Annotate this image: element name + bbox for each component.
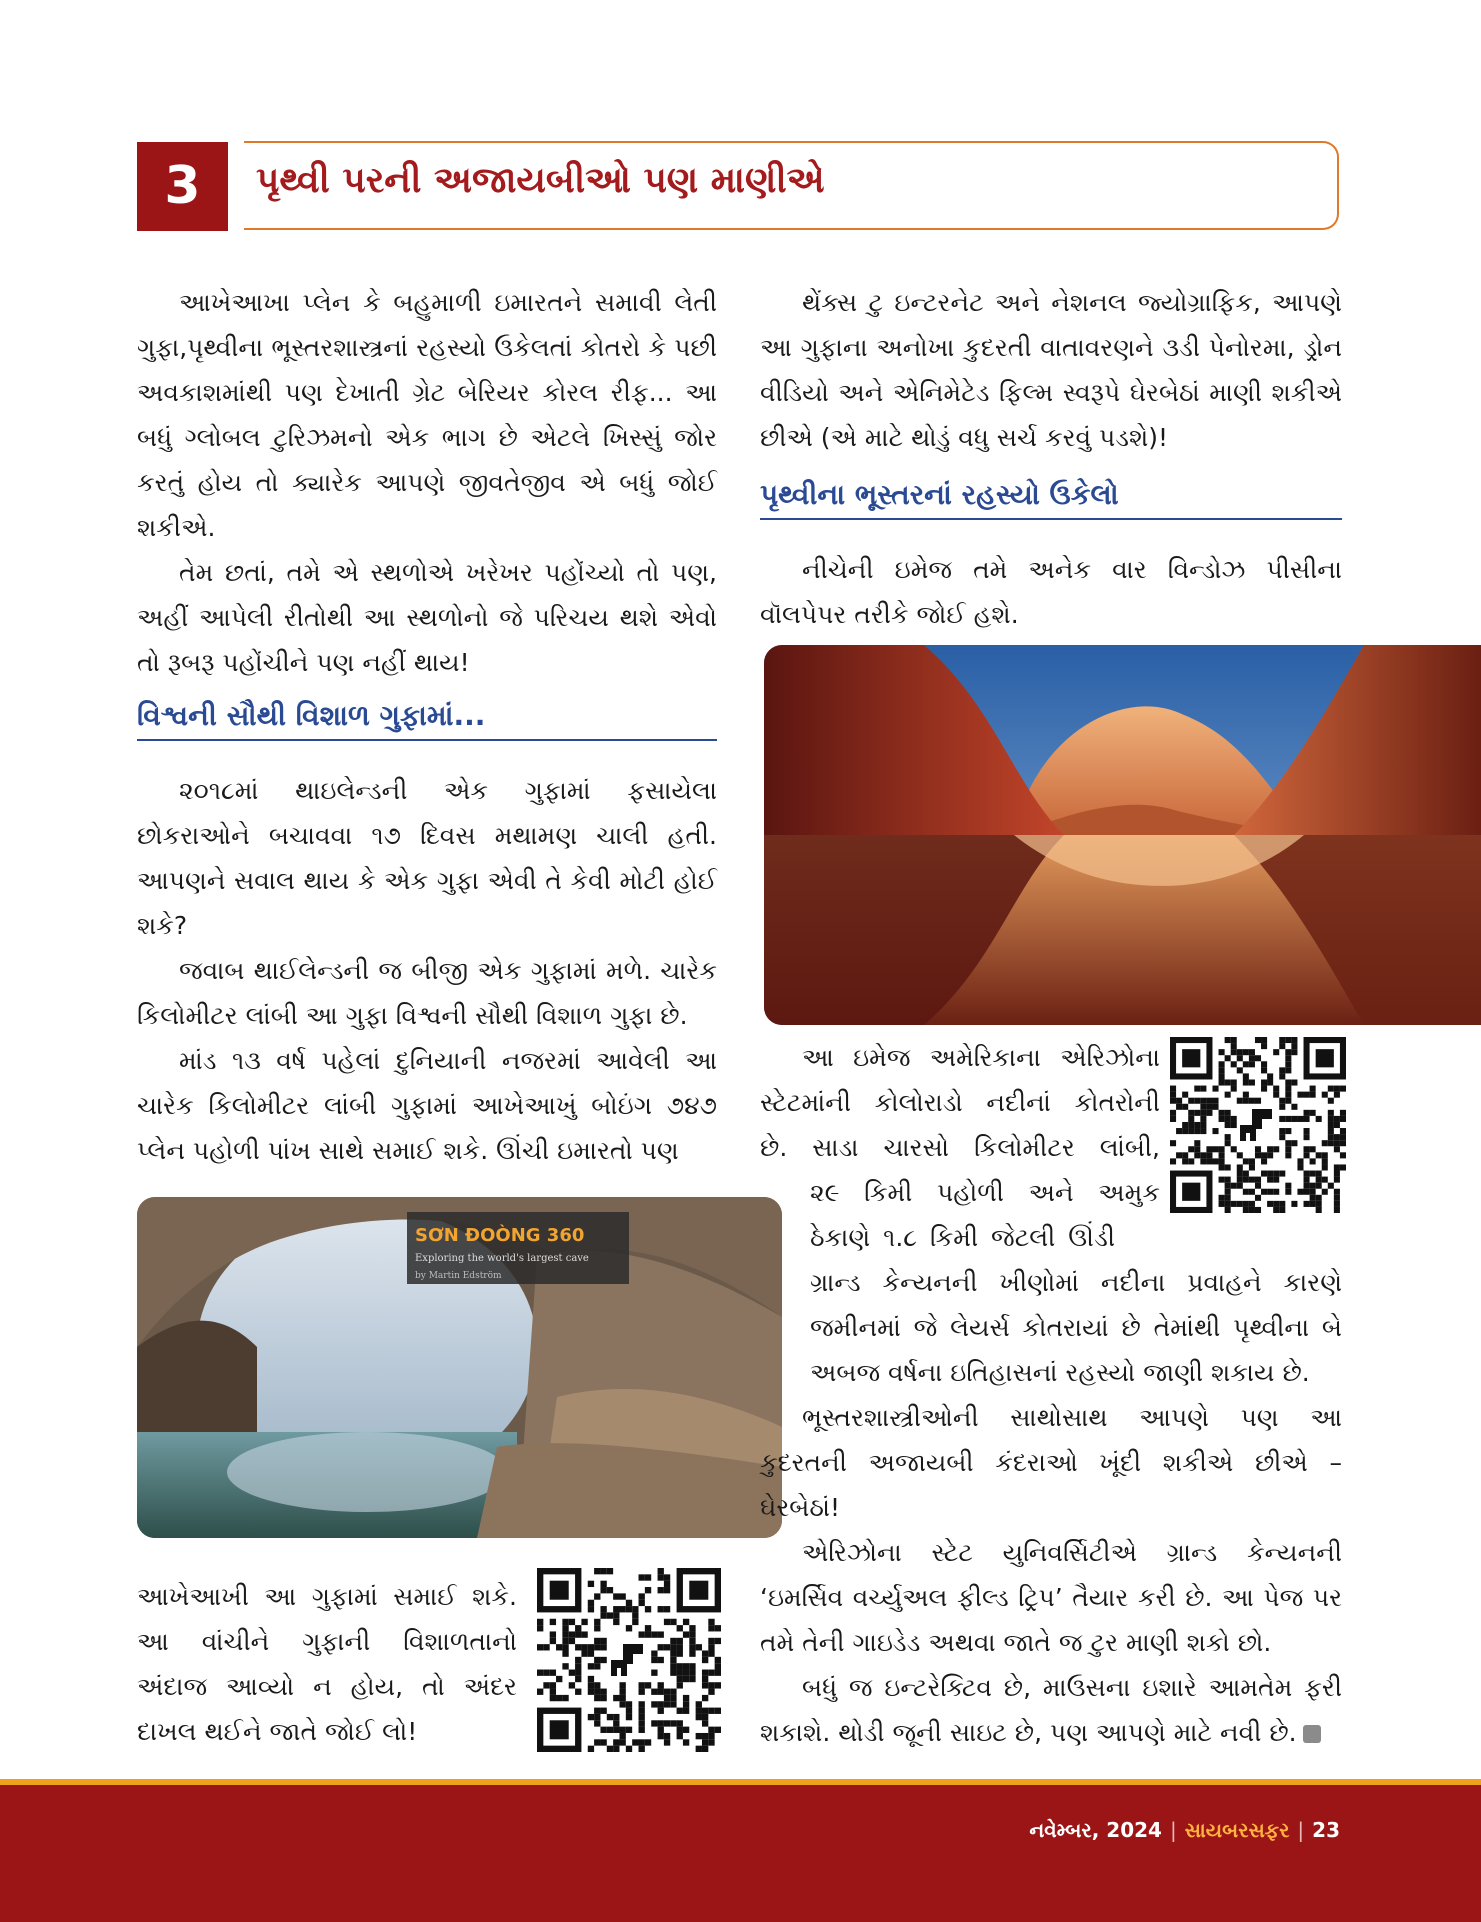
right-p2-rest [810, 1260, 1342, 1395]
cave-photo [137, 1197, 782, 1538]
canyon-caption [760, 1035, 1160, 1260]
paragraph [760, 1665, 1342, 1755]
left-intro [137, 280, 717, 685]
page-number: 23 [1312, 1818, 1340, 1842]
cave-video-author: by Martin Edström [415, 1271, 502, 1281]
canyon-photo [764, 645, 1481, 1025]
caption-line: છે. સાડા ચારસો કિલોમીટર લાંબી, [760, 1133, 1160, 1162]
caption-line: ૨૯ કિમી પહોળી અને અમુક [810, 1178, 1160, 1207]
end-mark-icon [1303, 1725, 1321, 1743]
paragraph: માંડ ૧૩ વર્ષ પહેલાં દુનિયાની નજરમાં આવેલી આ ચારેક કિલોમીટર લાંબી ગુફામાં આખેઆખું બોઇંગ ૭૪૭ પ્લેન પહોળી પાંખ સાથે સમાઈ શકે. ઊંચી ઇમારતો પણ [137, 1046, 717, 1165]
caption-line: સ્ટેટમાંની કોલોરાડો નદીનાં કોતરોની [760, 1088, 1160, 1117]
cave-video-title: SƠN ĐOÒNG 360 [415, 1225, 585, 1246]
left-closing [137, 1574, 517, 1754]
right-p1 [760, 547, 1342, 637]
cave-illustration [137, 1197, 782, 1538]
closing-text: બધું જ ઇન્ટરેક્ટિવ છે, માઉસના ઇશારે આમતેમ ફરી શકાશે. થોડી જૂની સાઇટ છે, પણ આપણે માટે નવી છે. [760, 1673, 1342, 1747]
footer-separator: | [1297, 1818, 1305, 1842]
footer-info [990, 1818, 1340, 1842]
right-intro [760, 280, 1342, 460]
paragraph: ૨૦૧૮માં થાઇલેન્ડની એક ગુફામાં ફસાયેલા છોકરાઓને બચાવવા ૧૭ દિવસ મથામણ ચાલી હતી. આપણને સવાલ થાય કે એક ગુફા એવી તે કેવી મોટી હોઈ શકે? [137, 776, 717, 940]
right-body [760, 1395, 1342, 1755]
paragraph: થેંક્સ ટુ ઇન્ટરનેટ અને નેશનલ જ્યોગ્રાફિક, આપણે આ ગુફાના અનોખા કુદરતી વાતાવરણને ૩ડી પેનોરમા, ડ્રોન વીડિયો અને એનિમેટેડ ફિલ્મ સ્વરૂપે ઘેરબેઠાં માણી શકીએ છીએ (એ માટે થોડું વધુ સર્ચ કરવું પડશે)! [760, 288, 1342, 452]
paragraph: નીચેની ઇમેજ તમે અનેક વાર વિન્ડોઝ પીસીના વૉલપેપર તરીકે જોઈ હશે. [760, 555, 1342, 629]
left-body [137, 768, 717, 1173]
paragraph: આખેઆખા પ્લેન કે બહુમાળી ઇમારતને સમાવી લેતી ગુફા,પૃથ્વીના ભૂસ્તરશાસ્ત્રનાં રહસ્યો ઉકેલતાં કોતરો કે પછી અવકાશમાંથી પણ દેખાતી ગ્રેટ બેરિયર કોરલ રીફ... આ બધું ગ્લોબલ ટુરિઝમનો એક ભાગ છે એટલે ખિસ્સું જોર કરતું હોય તો ક્યારેક આપણે જીવતેજીવ એ બધું જોઈ શકીએ. [137, 288, 717, 542]
section-title: પૃથ્વી પરની અજાયબીઓ પણ માણીએ [256, 160, 825, 201]
qr-code-icon [1170, 1037, 1346, 1213]
cave-video-subtitle: Exploring the world's largest cave [415, 1253, 589, 1264]
paragraph: ગ્રાન્ડ કેન્યનની ખીણોમાં નદીના પ્રવાહને કારણે જમીનમાં જે લેયર્સ કોતરાયાં છે તેમાંથી પૃથ્વીના બે અબજ વર્ષના ઇતિહાસનાં રહસ્યો જાણી શકાય છે. [810, 1268, 1342, 1387]
qr-code-canyon[interactable] [1170, 1037, 1346, 1213]
caption-line: આ ઇમેજ અમેરિકાના એરિઝોના [802, 1043, 1160, 1072]
canyon-illustration [764, 645, 1481, 1025]
dinosaur-icon [611, 1644, 643, 1676]
paragraph: આખેઆખી આ ગુફામાં સમાઈ શકે. આ વાંચીને ગુફાની વિશાળતાનો અંદાજ આવ્યો ન હોય, તો અંદર દાખલ થઈને જાતે જોઈ લો! [137, 1582, 517, 1746]
dinosaur-icon [1240, 1109, 1272, 1141]
footer-band [0, 1785, 1481, 1922]
section-number: 3 [137, 142, 228, 231]
caption-line: ઠેકાણે ૧.૮ કિમી જેટલી ઊંડી [810, 1223, 1115, 1252]
paragraph: એરિઝોના સ્ટેટ યુનિવર્સિટીએ ગ્રાન્ડ કેન્યનની ‘ઇમર્સિવ વર્ચ્યુઅલ ફીલ્ડ ટ્રિપ’ તૈયાર કરી છે. આ પેજ પર તમે તેની ગાઇડેડ અથવા જાતે જ ટુર માણી શકો છો. [760, 1538, 1342, 1657]
magazine-name: સાયબરસફર [1184, 1818, 1290, 1842]
paragraph: તેમ છતાં, તમે એ સ્થળોએ ખરેખર પહોંચ્યો તો પણ, અહીં આપેલી રીતોથી આ સ્થળોનો જે પરિચય થશે એવો તો રૂબરૂ પહોંચીને પણ નહીં થાય! [137, 558, 717, 677]
qr-code-cave[interactable] [537, 1568, 721, 1752]
paragraph: ભૂસ્તરશાસ્ત્રીઓની સાથોસાથ આપણે પણ આ કુદરતની અજાયબી કંદરાઓ ખૂંદી શકીએ છીએ – ઘેરબેઠાં! [760, 1403, 1342, 1522]
footer-separator: | [1169, 1818, 1177, 1842]
paragraph: જવાબ થાઈલેન્ડની જ બીજી એક ગુફામાં મળે. ચારેક કિલોમીટર લાંબી આ ગુફા વિશ્વની સૌથી વિશાળ ગુફા છે. [137, 956, 717, 1030]
qr-code-icon [537, 1568, 721, 1752]
subheading-largest-cave: વિશ્વની સૌથી વિશાળ ગુફામાં... [137, 699, 717, 741]
subheading-earth-mysteries: પૃથ્વીના ભૂસ્તરનાં રહસ્યો ઉકેલો [760, 478, 1342, 520]
issue-date: નવેમ્બર, 2024 [1029, 1818, 1162, 1842]
